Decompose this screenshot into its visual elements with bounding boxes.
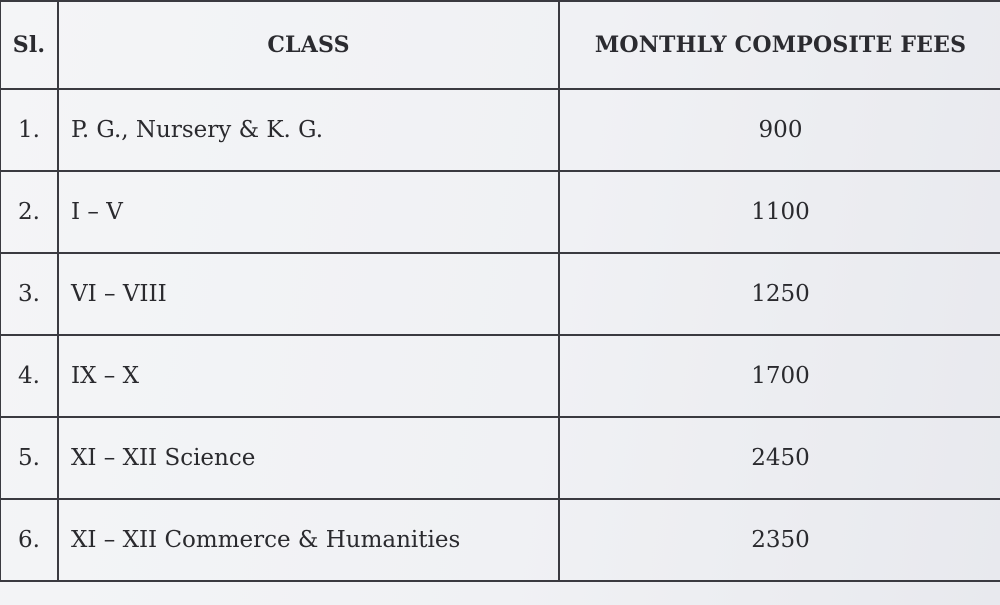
header-class: CLASS xyxy=(58,1,559,89)
table-row xyxy=(0,335,1000,417)
table-row xyxy=(0,171,1000,253)
row-fees: 1700 xyxy=(559,335,1000,417)
row-class: VI – VIII xyxy=(58,253,559,335)
row-class: P. G., Nursery & K. G. xyxy=(58,89,559,171)
header-fees: MONTHLY COMPOSITE FEES xyxy=(559,1,1000,89)
row-sl: 2. xyxy=(0,171,58,253)
row-fees: 2350 xyxy=(559,499,1000,581)
row-fees: 1100 xyxy=(559,171,1000,253)
row-sl: 4. xyxy=(0,335,58,417)
row-fees: 1250 xyxy=(559,253,1000,335)
row-sl: 3. xyxy=(0,253,58,335)
row-sl: 6. xyxy=(0,499,58,581)
table-header-row xyxy=(0,1,1000,89)
table-row xyxy=(0,417,1000,499)
row-class: I – V xyxy=(58,171,559,253)
table-row xyxy=(0,253,1000,335)
row-sl: 5. xyxy=(0,417,58,499)
row-fees: 900 xyxy=(559,89,1000,171)
row-sl: 1. xyxy=(0,89,58,171)
row-class: IX – X xyxy=(58,335,559,417)
table-row xyxy=(0,89,1000,171)
table-row xyxy=(0,499,1000,581)
header-sl: Sl. xyxy=(0,1,58,89)
row-class: XI – XII Commerce & Humanities xyxy=(58,499,559,581)
row-fees: 2450 xyxy=(559,417,1000,499)
row-class: XI – XII Science xyxy=(58,417,559,499)
